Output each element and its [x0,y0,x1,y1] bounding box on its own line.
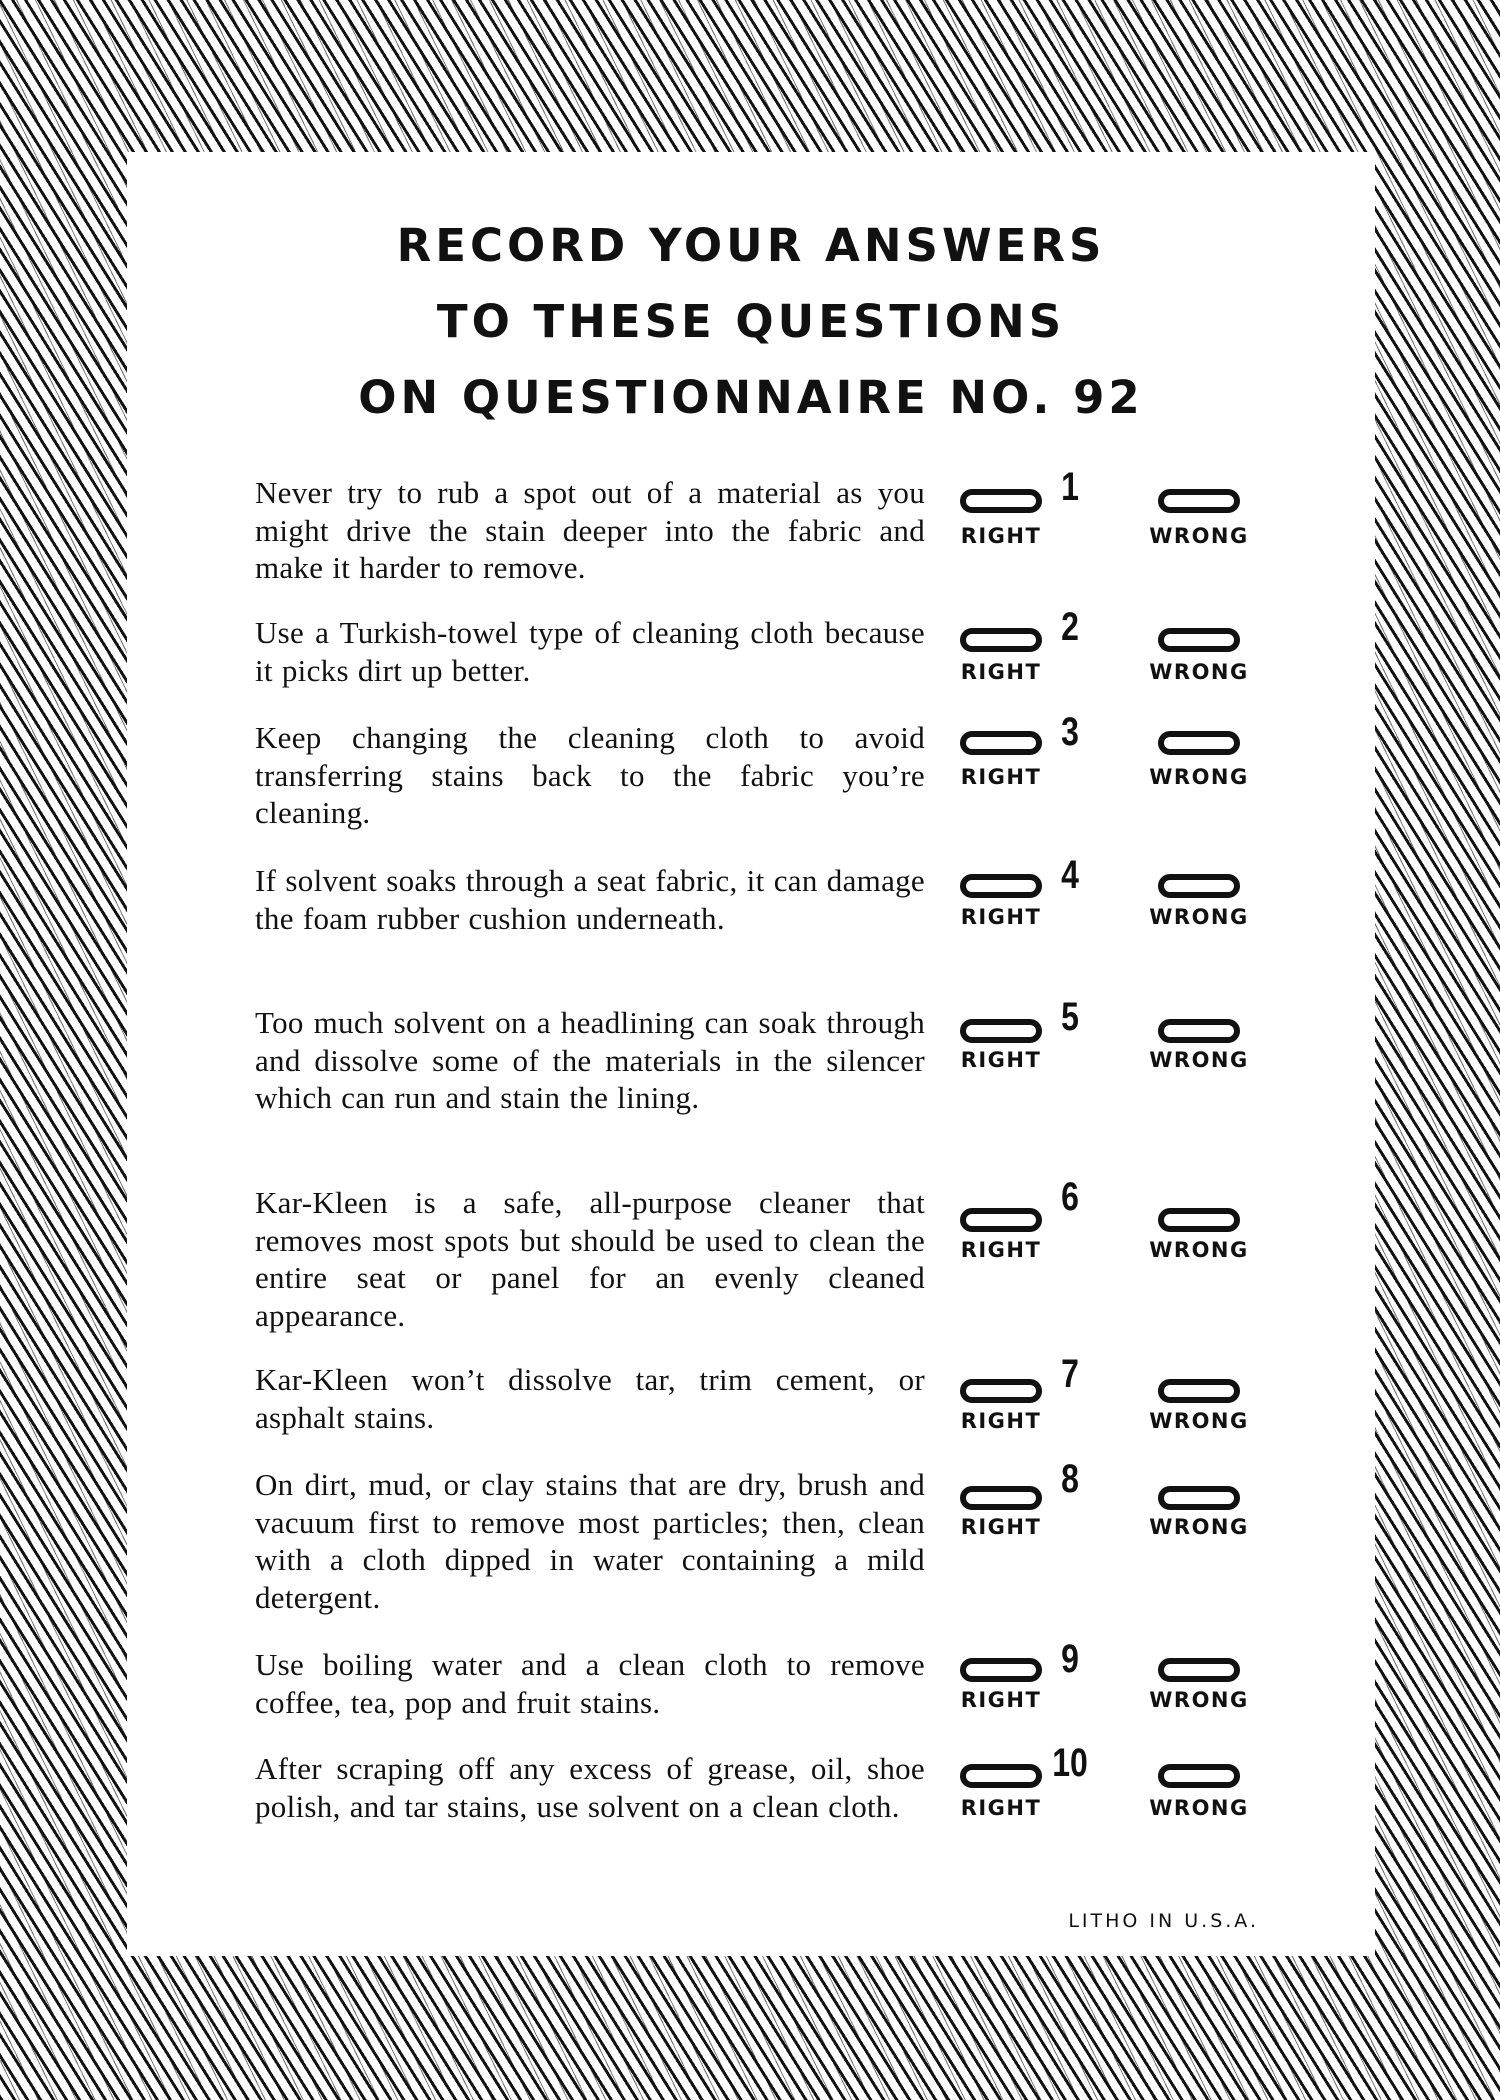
question-text: Never try to rub a spot out of a material as you might drive the stain deeper into the fabric and make it harder to remove. [255,475,925,585]
question-text: Too much solvent on a headlining can soak through and dissolve some of the materials in the silencer which can run and stain the lining. [255,1005,925,1115]
right-label: RIGHT [960,660,1042,684]
wrong-label: WRONG [1149,1796,1249,1820]
question-number: 4 [1061,853,1079,897]
wrong-answer-box[interactable] [1158,1658,1240,1682]
right-answer-box[interactable] [960,1486,1042,1510]
right-label: RIGHT [960,524,1042,548]
wrong-answer-box[interactable] [1158,628,1240,652]
right-answer-box[interactable] [960,1019,1042,1043]
wrong-answer-box[interactable] [1158,731,1240,755]
question-text: Keep changing the cleaning cloth to avoid transferring stains back to the fabric you’re cleaning. [255,720,925,830]
question-number: 10 [1052,1741,1088,1785]
question-text: Kar-Kleen is a safe, all-purpose cleaner that removes most spots but should be used to clean the entire seat or panel for an evenly cleaned appearance. [255,1185,925,1333]
wrong-answer-box[interactable] [1158,1486,1240,1510]
right-answer-box[interactable] [960,731,1042,755]
wrong-answer-box[interactable] [1158,489,1240,513]
wrong-label: WRONG [1149,1688,1249,1712]
question-number: 7 [1061,1352,1079,1396]
wrong-label: WRONG [1149,524,1249,548]
question-text: Use a Turkish-towel type of cleaning cloth because it picks dirt up better. [255,615,925,688]
right-answer-box[interactable] [960,1208,1042,1232]
title-line-2: TO THESE QUESTIONS [436,295,1066,348]
questionnaire-panel [127,152,1375,1956]
wrong-label: WRONG [1149,1238,1249,1262]
right-answer-box[interactable] [960,1764,1042,1788]
question-number: 1 [1061,465,1079,509]
question-text: If solvent soaks through a seat fabric, it can damage the foam rubber cushion underneath. [255,863,925,936]
question-number: 6 [1061,1175,1079,1219]
title-line-1: RECORD YOUR ANSWERS [396,219,1106,272]
wrong-answer-box[interactable] [1158,874,1240,898]
right-answer-box[interactable] [960,874,1042,898]
right-label: RIGHT [960,905,1042,929]
wrong-label: WRONG [1149,1409,1249,1433]
wrong-label: WRONG [1149,765,1249,789]
question-number: 5 [1061,995,1079,1039]
question-text: Kar-Kleen won’t dissolve tar, trim cement, or asphalt stains. [255,1362,925,1435]
right-label: RIGHT [960,1688,1042,1712]
right-label: RIGHT [960,1515,1042,1539]
right-label: RIGHT [960,765,1042,789]
wrong-answer-box[interactable] [1158,1019,1240,1043]
question-number: 3 [1061,710,1079,754]
wrong-answer-box[interactable] [1158,1764,1240,1788]
right-label: RIGHT [960,1048,1042,1072]
print-credit: LITHO IN U.S.A. [1068,1910,1259,1932]
right-label: RIGHT [960,1409,1042,1433]
question-text: Use boiling water and a clean cloth to remove coffee, tea, pop and fruit stains. [255,1647,925,1720]
question-number: 2 [1061,605,1079,649]
wrong-label: WRONG [1149,1515,1249,1539]
right-label: RIGHT [960,1238,1042,1262]
right-answer-box[interactable] [960,1658,1042,1682]
right-answer-box[interactable] [960,1379,1042,1403]
question-text: After scraping off any excess of grease, oil, shoe polish, and tar stains, use solvent on a clean cloth. [255,1751,925,1824]
question-text: On dirt, mud, or clay stains that are dry, brush and vacuum first to remove most particles; then, clean with a cloth dipped in water containing a mild detergent. [255,1467,925,1615]
wrong-label: WRONG [1149,905,1249,929]
right-answer-box[interactable] [960,628,1042,652]
wrong-answer-box[interactable] [1158,1379,1240,1403]
right-answer-box[interactable] [960,489,1042,513]
question-number: 9 [1061,1637,1079,1681]
wrong-label: WRONG [1149,1048,1249,1072]
wrong-answer-box[interactable] [1158,1208,1240,1232]
page-title [127,208,1375,436]
question-number: 8 [1061,1457,1079,1501]
title-line-3: ON QUESTIONNAIRE NO. 92 [358,371,1144,424]
wrong-label: WRONG [1149,660,1249,684]
right-label: RIGHT [960,1796,1042,1820]
